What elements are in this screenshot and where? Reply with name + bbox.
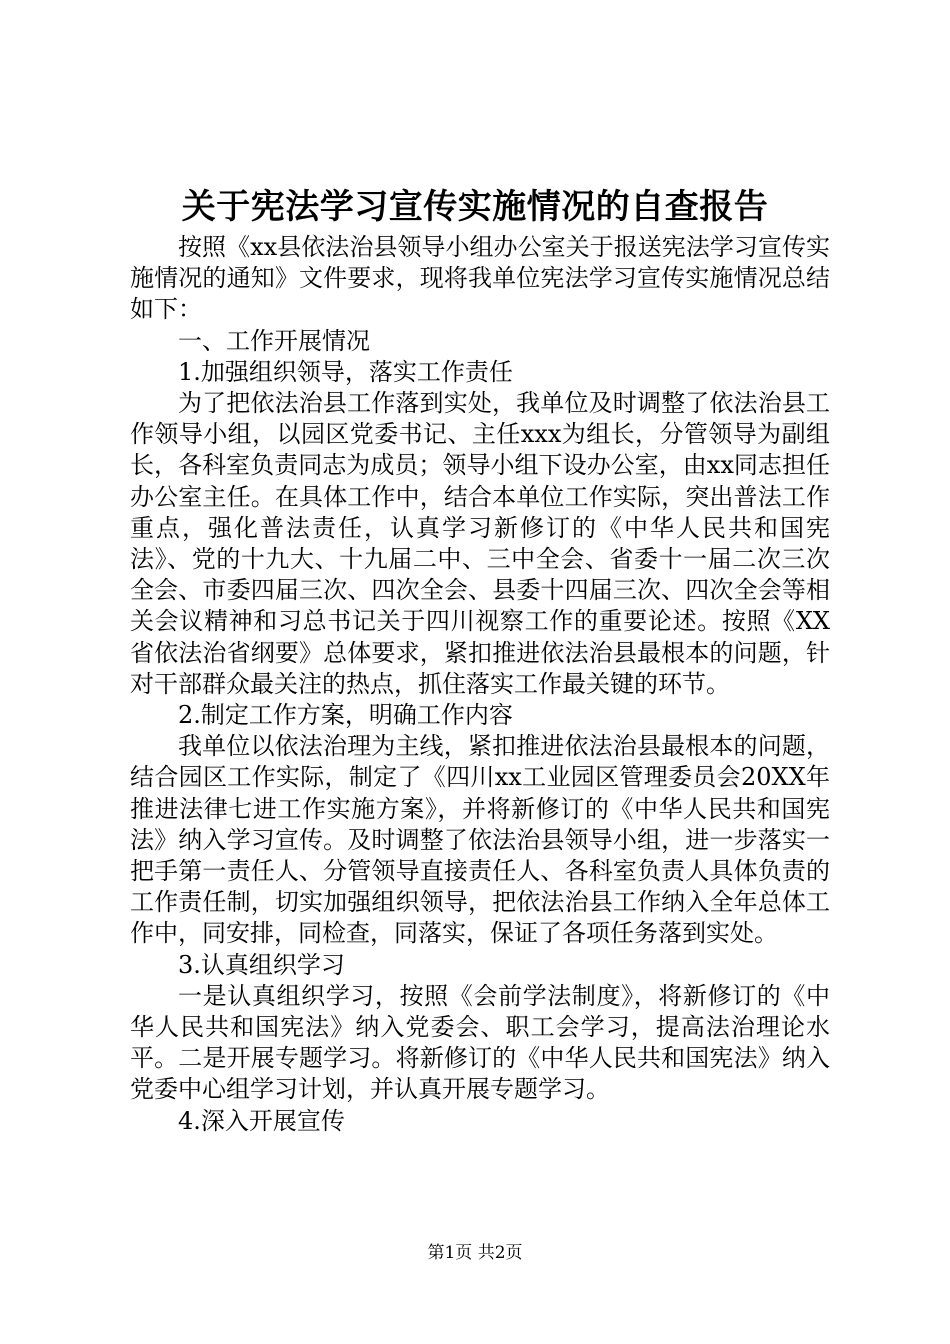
- item-paragraph: 我单位以依法治理为主线，紧扣推进依法治县最根本的问题，结合园区工作实际，制定了《四川xx工业园区管理委员会20XX年推进法律七进工作实施方案》，并将新修订的《中华人民共和国宪法》纳入学习宣传。及时调整了依法治县领导小组，进一步落实一把手第一责任人、分管领导直接责任人、各科室负责人具体负责的工作责任制，切实加强组织领导，把依法治县工作纳入全年总体工作中，同安排，同检查，同落实，保证了各项任务落到实处。: [130, 732, 830, 948]
- item-heading: 4.深入开展宣传: [178, 1106, 345, 1135]
- item-heading: 1.加强组织领导，落实工作责任: [178, 357, 513, 386]
- item-heading: 2.制定工作方案，明确工作内容: [178, 701, 513, 730]
- page-number-footer: 第1页 共2页: [427, 1243, 523, 1263]
- item-paragraph: 一是认真组织学习，按照《会前学法制度》，将新修订的《中华人民共和国宪法》纳入党委会、职工会学习，提高法治理论水平。二是开展专题学习。将新修订的《中华人民共和国宪法》纳入党委中心组学习计划，并认真开展专题学习。: [130, 981, 830, 1104]
- item-paragraph: 为了把依法治县工作落到实处，我单位及时调整了依法治县工作领导小组，以园区党委书记、主任xxx为组长，分管领导为副组长，各科室负责同志为成员；领导小组下设办公室，由xx同志担任办公室主任。在具体工作中，结合本单位工作实际，突出普法工作重点，强化普法责任，认真学习新修订的《中华人民共和国宪法》、党的十九大、十九届二中、三中全会、省委十一届二次三次全会、市委四届三次、四次全会、县委十四届三次、四次全会等相关会议精神和习总书记关于四川视察工作的重要论述。按照《XX省依法治省纲要》总体要求，紧扣推进依法治县最根本的问题，针对干部群众最关注的热点，抓住落实工作最关键的环节。: [130, 389, 830, 698]
- document-title: 关于宪法学习宣传实施情况的自查报告: [181, 187, 769, 227]
- intro-paragraph: 按照《xx县依法治县领导小组办公室关于报送宪法学习宣传实施情况的通知》文件要求，现将我单位宪法学习宣传实施情况总结如下：: [130, 233, 830, 324]
- document-body: [130, 232, 830, 1137]
- item-heading: 3.认真组织学习: [178, 950, 345, 979]
- section-heading: 一、工作开展情况: [178, 326, 370, 355]
